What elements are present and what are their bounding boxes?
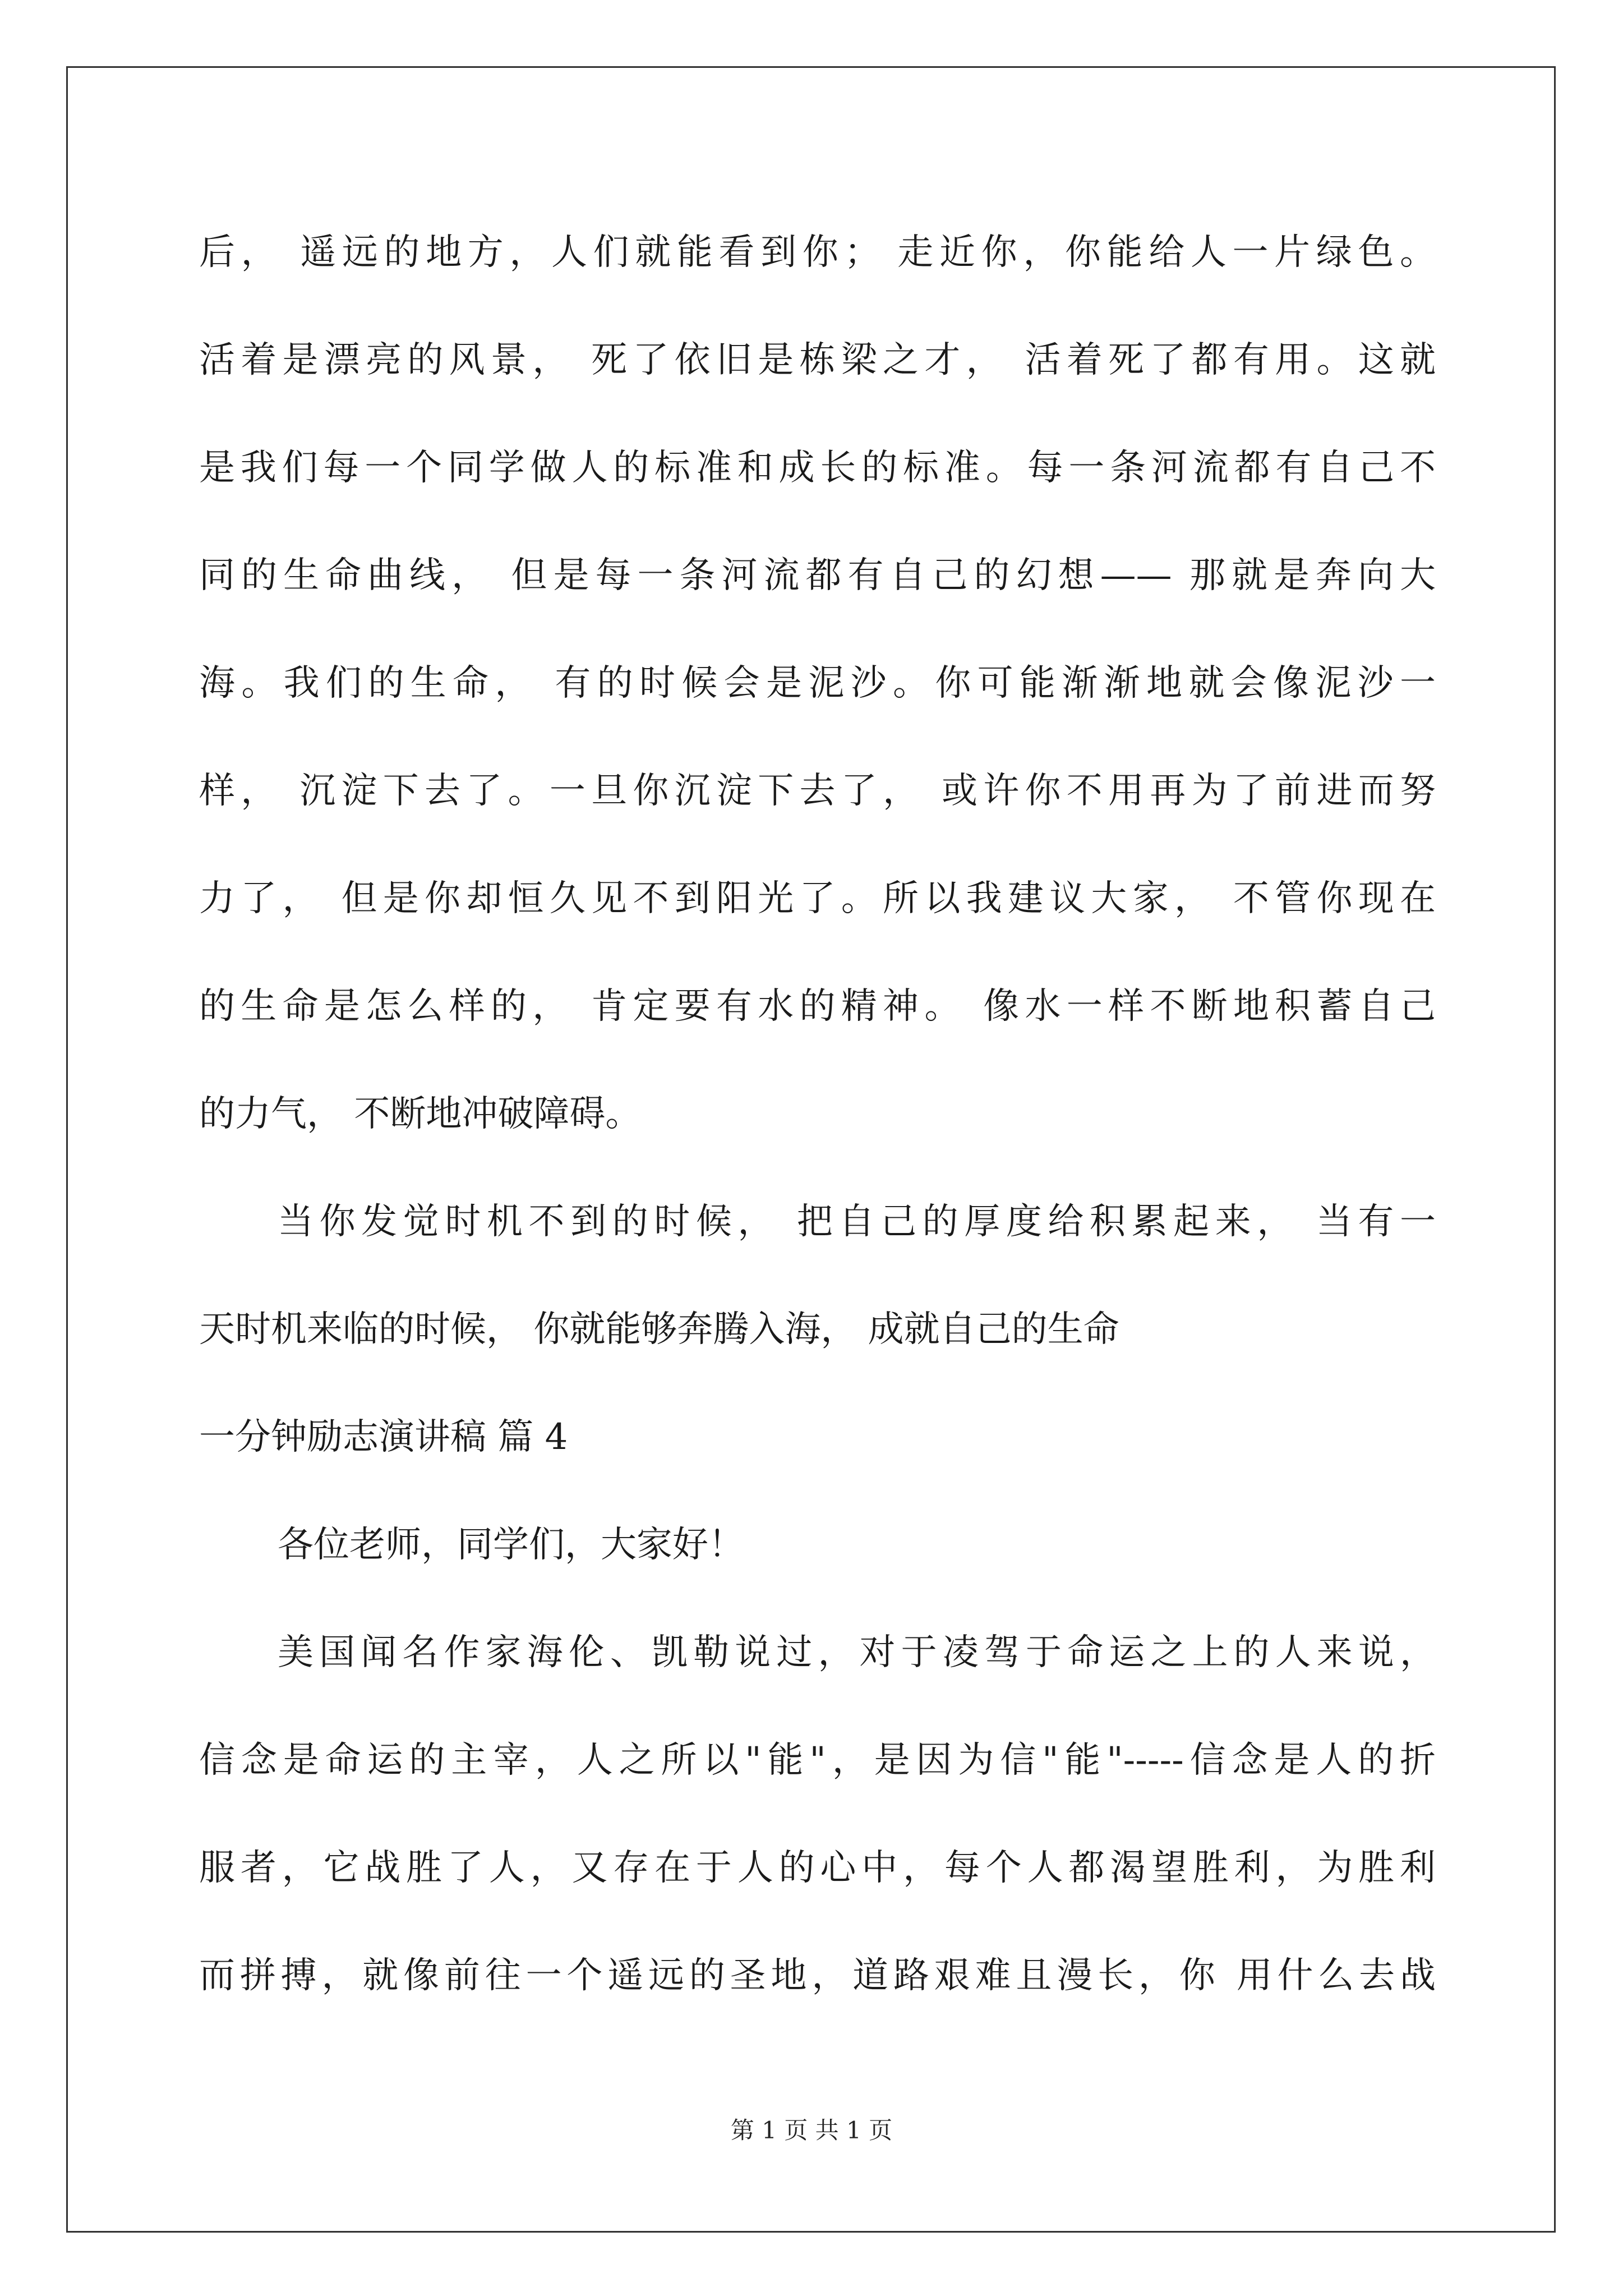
greeting-line: 各位老师，同学们，大家好！ [278, 1524, 744, 1566]
text-line: 而拼搏，就像前往一个遥远的圣地，道路艰难且漫长，你 用什么去战 [199, 1955, 1436, 1996]
text-line: 的力气， 不断地冲破障碍。 [199, 1093, 642, 1135]
text-line: 服者，它战胜了人，又存在于人的心中，每个人都渴望胜利，为胜利 [199, 1847, 1436, 1889]
text-line: 样， 沉淀下去了。一旦你沉淀下去了， 或许你不用再为了前进而努 [199, 770, 1436, 812]
paragraph-first-line: 当你发觉时机不到的时候， 把自己的厚度给积累起来， 当有一 [278, 1201, 1436, 1243]
text-line: 活着是漂亮的风景， 死了依旧是栋梁之才， 活着死了都有用。这就 [199, 339, 1436, 381]
text-line: 的生命是怎么样的， 肯定要有水的精神。 像水一样不断地积蓄自己 [199, 986, 1436, 1027]
text-line: 天时机来临的时候， 你就能够奔腾入海， 成就自己的生命 [199, 1309, 1119, 1350]
text-line: 是我们每一个同学做人的标准和成长的标准。每一条河流都有自己不 [199, 447, 1436, 489]
document-body [199, 219, 1436, 2050]
text-line: 信念是命运的主宰，人之所以"能"，是因为信"能"-----信念是人的折 [199, 1740, 1436, 1781]
text-line: 后， 遥远的地方，人们就能看到你； 走近你，你能给人一片绿色。 [199, 232, 1436, 273]
section-heading: 一分钟励志演讲稿 篇 4 [199, 1416, 568, 1458]
paragraph-first-line: 美国闻名作家海伦、凯勒说过，对于凌驾于命运之上的人来说， [278, 1632, 1436, 1673]
text-line: 海。我们的生命， 有的时候会是泥沙。你可能渐渐地就会像泥沙一 [199, 662, 1436, 704]
page-footer: 第 1 页 共 1 页 [730, 2116, 893, 2144]
text-line: 同的生命曲线， 但是每一条河流都有自己的幻想—— 那就是奔向大 [199, 555, 1436, 596]
text-line: 力了， 但是你却恒久见不到阳光了。所以我建议大家， 不管你现在 [199, 878, 1436, 919]
